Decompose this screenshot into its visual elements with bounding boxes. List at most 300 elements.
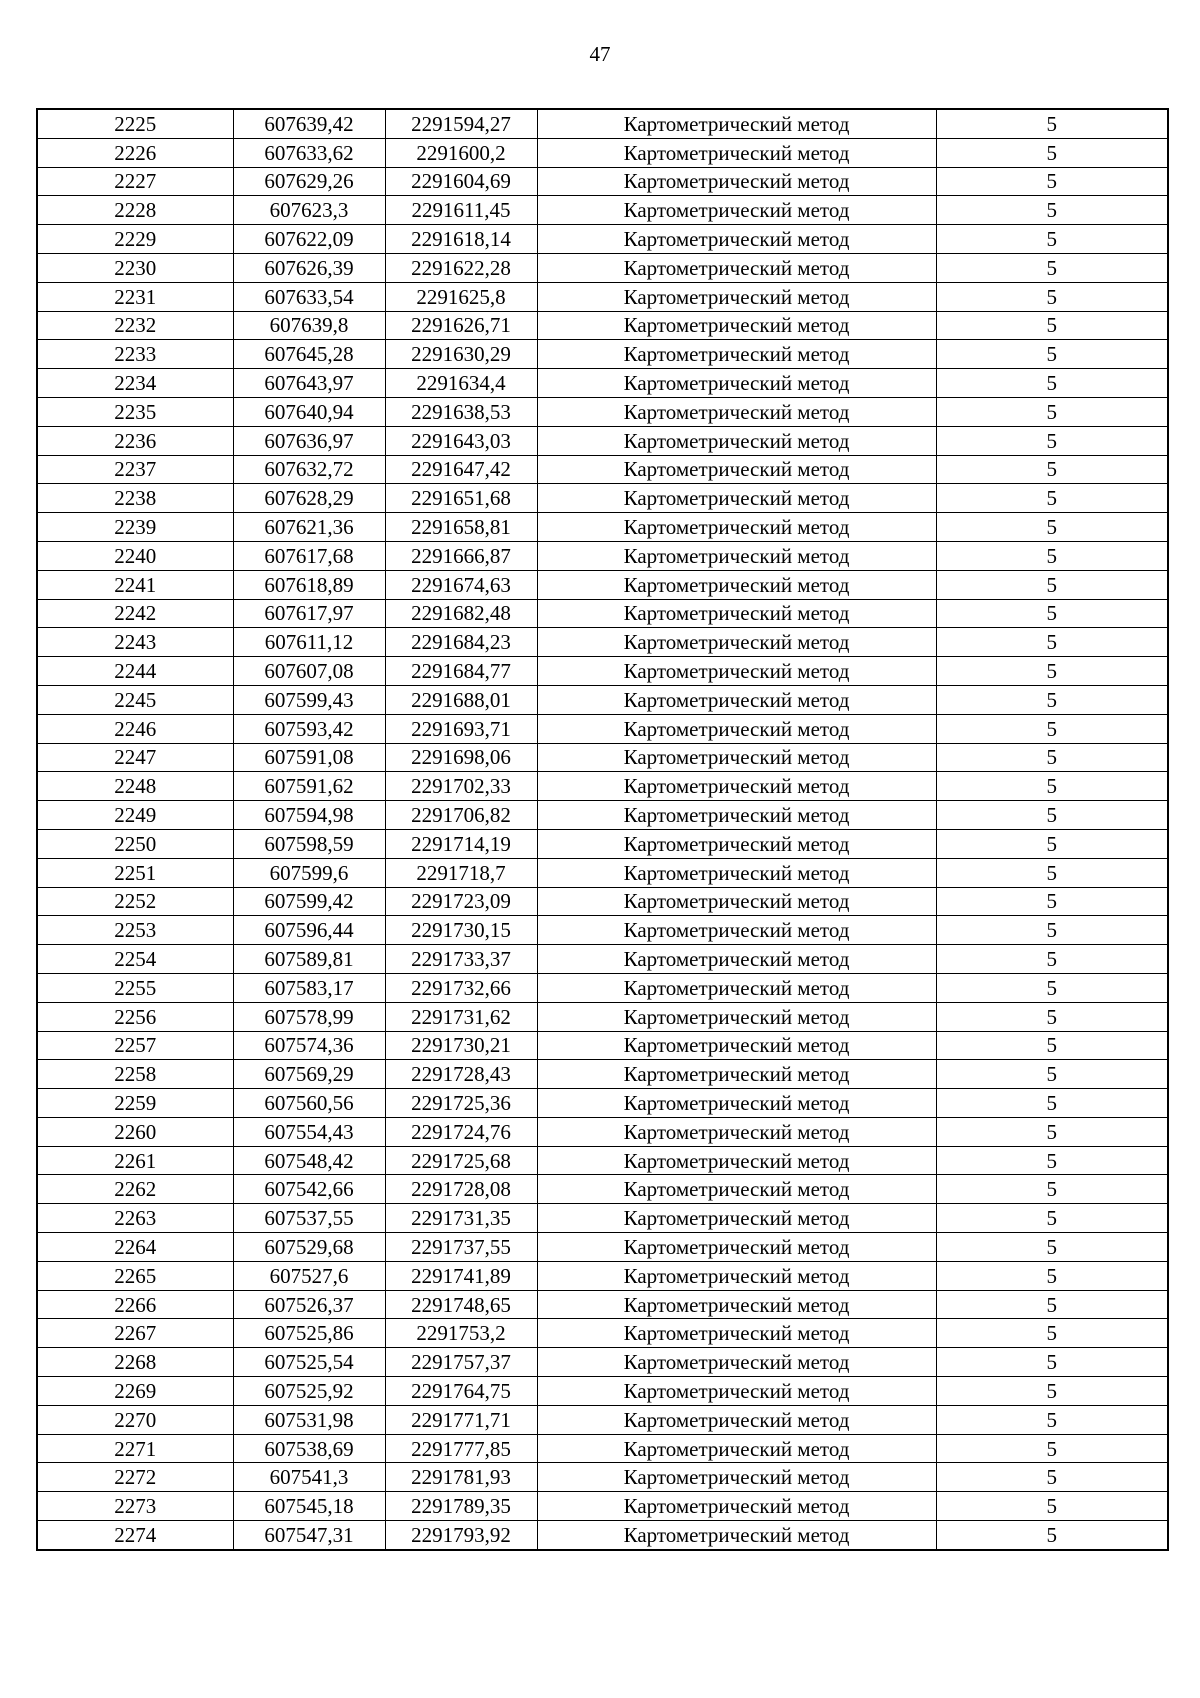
accuracy-cell: 5 [936,1261,1168,1290]
x-coordinate-cell: 607525,54 [233,1348,385,1377]
x-coordinate-cell: 607611,12 [233,628,385,657]
accuracy-cell: 5 [936,196,1168,225]
method-cell: Картометрический метод [537,1463,936,1492]
table-row [37,1405,1168,1434]
table-row [37,772,1168,801]
accuracy-cell: 5 [936,397,1168,426]
point-number-cell: 2266 [37,1290,233,1319]
accuracy-cell: 5 [936,570,1168,599]
table-row [37,311,1168,340]
accuracy-cell: 5 [936,1492,1168,1521]
point-number-cell: 2233 [37,340,233,369]
y-coordinate-cell: 2291622,28 [385,253,537,282]
accuracy-cell: 5 [936,945,1168,974]
coordinates-table [36,108,1169,1551]
y-coordinate-cell: 2291638,53 [385,397,537,426]
accuracy-cell: 5 [936,1204,1168,1233]
accuracy-cell: 5 [936,455,1168,484]
point-number-cell: 2258 [37,1060,233,1089]
accuracy-cell: 5 [936,1060,1168,1089]
point-number-cell: 2252 [37,887,233,916]
method-cell: Картометрический метод [537,945,936,974]
table-row [37,743,1168,772]
accuracy-cell: 5 [936,714,1168,743]
y-coordinate-cell: 2291732,66 [385,973,537,1002]
method-cell: Картометрический метод [537,1146,936,1175]
method-cell: Картометрический метод [537,225,936,254]
y-coordinate-cell: 2291643,03 [385,426,537,455]
point-number-cell: 2264 [37,1233,233,1262]
table-row [37,225,1168,254]
table-row [37,1463,1168,1492]
x-coordinate-cell: 607633,62 [233,138,385,167]
accuracy-cell: 5 [936,1377,1168,1406]
point-number-cell: 2255 [37,973,233,1002]
table-row [37,1002,1168,1031]
table-row [37,1319,1168,1348]
table-row [37,1146,1168,1175]
accuracy-cell: 5 [936,167,1168,196]
point-number-cell: 2238 [37,484,233,513]
table-row [37,1233,1168,1262]
point-number-cell: 2230 [37,253,233,282]
table-row [37,253,1168,282]
method-cell: Картометрический метод [537,916,936,945]
method-cell: Картометрический метод [537,253,936,282]
accuracy-cell: 5 [936,829,1168,858]
point-number-cell: 2274 [37,1521,233,1550]
accuracy-cell: 5 [936,628,1168,657]
table-row [37,1204,1168,1233]
point-number-cell: 2249 [37,801,233,830]
accuracy-cell: 5 [936,253,1168,282]
table-row [37,340,1168,369]
x-coordinate-cell: 607607,08 [233,657,385,686]
method-cell: Картометрический метод [537,1002,936,1031]
method-cell: Картометрический метод [537,1233,936,1262]
table-row [37,167,1168,196]
accuracy-cell: 5 [936,1031,1168,1060]
x-coordinate-cell: 607640,94 [233,397,385,426]
point-number-cell: 2232 [37,311,233,340]
x-coordinate-cell: 607639,8 [233,311,385,340]
table-row [37,397,1168,426]
method-cell: Картометрический метод [537,426,936,455]
page-number: 47 [589,42,611,66]
accuracy-cell: 5 [936,513,1168,542]
x-coordinate-cell: 607632,72 [233,455,385,484]
y-coordinate-cell: 2291604,69 [385,167,537,196]
accuracy-cell: 5 [936,340,1168,369]
x-coordinate-cell: 607596,44 [233,916,385,945]
x-coordinate-cell: 607560,56 [233,1089,385,1118]
table-row [37,628,1168,657]
point-number-cell: 2225 [37,109,233,138]
table-row [37,829,1168,858]
accuracy-cell: 5 [936,369,1168,398]
method-cell: Картометрический метод [537,282,936,311]
x-coordinate-cell: 607547,31 [233,1521,385,1550]
method-cell: Картометрический метод [537,743,936,772]
accuracy-cell: 5 [936,1089,1168,1118]
accuracy-cell: 5 [936,657,1168,686]
method-cell: Картометрический метод [537,1060,936,1089]
table-row [37,1031,1168,1060]
method-cell: Картометрический метод [537,570,936,599]
method-cell: Картометрический метод [537,973,936,1002]
table-row [37,138,1168,167]
point-number-cell: 2272 [37,1463,233,1492]
method-cell: Картометрический метод [537,1348,936,1377]
accuracy-cell: 5 [936,138,1168,167]
y-coordinate-cell: 2291714,19 [385,829,537,858]
table-row [37,887,1168,916]
y-coordinate-cell: 2291737,55 [385,1233,537,1262]
method-cell: Картометрический метод [537,1175,936,1204]
x-coordinate-cell: 607541,3 [233,1463,385,1492]
method-cell: Картометрический метод [537,541,936,570]
point-number-cell: 2263 [37,1204,233,1233]
y-coordinate-cell: 2291706,82 [385,801,537,830]
table-row [37,1175,1168,1204]
accuracy-cell: 5 [936,282,1168,311]
y-coordinate-cell: 2291731,35 [385,1204,537,1233]
point-number-cell: 2228 [37,196,233,225]
x-coordinate-cell: 607529,68 [233,1233,385,1262]
x-coordinate-cell: 607525,86 [233,1319,385,1348]
y-coordinate-cell: 2291748,65 [385,1290,537,1319]
accuracy-cell: 5 [936,1290,1168,1319]
y-coordinate-cell: 2291728,08 [385,1175,537,1204]
y-coordinate-cell: 2291600,2 [385,138,537,167]
table-row [37,657,1168,686]
y-coordinate-cell: 2291757,37 [385,1348,537,1377]
point-number-cell: 2259 [37,1089,233,1118]
x-coordinate-cell: 607594,98 [233,801,385,830]
y-coordinate-cell: 2291647,42 [385,455,537,484]
accuracy-cell: 5 [936,1434,1168,1463]
x-coordinate-cell: 607591,08 [233,743,385,772]
point-number-cell: 2269 [37,1377,233,1406]
y-coordinate-cell: 2291731,62 [385,1002,537,1031]
table-row [37,1060,1168,1089]
method-cell: Картометрический метод [537,829,936,858]
accuracy-cell: 5 [936,685,1168,714]
method-cell: Картометрический метод [537,167,936,196]
method-cell: Картометрический метод [537,340,936,369]
x-coordinate-cell: 607629,26 [233,167,385,196]
y-coordinate-cell: 2291698,06 [385,743,537,772]
x-coordinate-cell: 607542,66 [233,1175,385,1204]
point-number-cell: 2261 [37,1146,233,1175]
method-cell: Картометрический метод [537,628,936,657]
y-coordinate-cell: 2291674,63 [385,570,537,599]
accuracy-cell: 5 [936,484,1168,513]
x-coordinate-cell: 607598,59 [233,829,385,858]
y-coordinate-cell: 2291684,77 [385,657,537,686]
y-coordinate-cell: 2291611,45 [385,196,537,225]
accuracy-cell: 5 [936,1117,1168,1146]
x-coordinate-cell: 607639,42 [233,109,385,138]
y-coordinate-cell: 2291718,7 [385,858,537,887]
accuracy-cell: 5 [936,541,1168,570]
method-cell: Картометрический метод [537,1031,936,1060]
method-cell: Картометрический метод [537,801,936,830]
y-coordinate-cell: 2291777,85 [385,1434,537,1463]
point-number-cell: 2265 [37,1261,233,1290]
method-cell: Картометрический метод [537,657,936,686]
method-cell: Картометрический метод [537,513,936,542]
method-cell: Картометрический метод [537,1290,936,1319]
method-cell: Картометрический метод [537,1204,936,1233]
x-coordinate-cell: 607574,36 [233,1031,385,1060]
method-cell: Картометрический метод [537,1319,936,1348]
table-row [37,685,1168,714]
x-coordinate-cell: 607548,42 [233,1146,385,1175]
table-row [37,455,1168,484]
y-coordinate-cell: 2291634,4 [385,369,537,398]
accuracy-cell: 5 [936,1146,1168,1175]
table-row [37,369,1168,398]
method-cell: Картометрический метод [537,455,936,484]
point-number-cell: 2243 [37,628,233,657]
table-row [37,973,1168,1002]
method-cell: Картометрический метод [537,484,936,513]
table-row [37,714,1168,743]
y-coordinate-cell: 2291651,68 [385,484,537,513]
point-number-cell: 2273 [37,1492,233,1521]
y-coordinate-cell: 2291728,43 [385,1060,537,1089]
x-coordinate-cell: 607599,42 [233,887,385,916]
point-number-cell: 2260 [37,1117,233,1146]
x-coordinate-cell: 607591,62 [233,772,385,801]
table-row [37,426,1168,455]
accuracy-cell: 5 [936,1405,1168,1434]
method-cell: Картометрический метод [537,1117,936,1146]
y-coordinate-cell: 2291793,92 [385,1521,537,1550]
table-row [37,109,1168,138]
point-number-cell: 2244 [37,657,233,686]
y-coordinate-cell: 2291682,48 [385,599,537,628]
accuracy-cell: 5 [936,225,1168,254]
accuracy-cell: 5 [936,743,1168,772]
x-coordinate-cell: 607617,68 [233,541,385,570]
y-coordinate-cell: 2291684,23 [385,628,537,657]
x-coordinate-cell: 607599,6 [233,858,385,887]
accuracy-cell: 5 [936,801,1168,830]
y-coordinate-cell: 2291594,27 [385,109,537,138]
method-cell: Картометрический метод [537,858,936,887]
point-number-cell: 2226 [37,138,233,167]
method-cell: Картометрический метод [537,1089,936,1118]
point-number-cell: 2262 [37,1175,233,1204]
table-row [37,1492,1168,1521]
accuracy-cell: 5 [936,1319,1168,1348]
y-coordinate-cell: 2291688,01 [385,685,537,714]
point-number-cell: 2234 [37,369,233,398]
y-coordinate-cell: 2291781,93 [385,1463,537,1492]
table-row [37,1117,1168,1146]
table-row [37,599,1168,628]
method-cell: Картометрический метод [537,599,936,628]
point-number-cell: 2246 [37,714,233,743]
accuracy-cell: 5 [936,973,1168,1002]
x-coordinate-cell: 607554,43 [233,1117,385,1146]
y-coordinate-cell: 2291741,89 [385,1261,537,1290]
table-row [37,1521,1168,1550]
y-coordinate-cell: 2291725,36 [385,1089,537,1118]
x-coordinate-cell: 607623,3 [233,196,385,225]
point-number-cell: 2241 [37,570,233,599]
point-number-cell: 2247 [37,743,233,772]
accuracy-cell: 5 [936,599,1168,628]
accuracy-cell: 5 [936,858,1168,887]
point-number-cell: 2227 [37,167,233,196]
point-number-cell: 2250 [37,829,233,858]
accuracy-cell: 5 [936,311,1168,340]
method-cell: Картометрический метод [537,109,936,138]
point-number-cell: 2270 [37,1405,233,1434]
x-coordinate-cell: 607525,92 [233,1377,385,1406]
y-coordinate-cell: 2291625,8 [385,282,537,311]
point-number-cell: 2229 [37,225,233,254]
accuracy-cell: 5 [936,1002,1168,1031]
y-coordinate-cell: 2291630,29 [385,340,537,369]
table-row [37,945,1168,974]
y-coordinate-cell: 2291725,68 [385,1146,537,1175]
table-row [37,1434,1168,1463]
x-coordinate-cell: 607537,55 [233,1204,385,1233]
x-coordinate-cell: 607643,97 [233,369,385,398]
accuracy-cell: 5 [936,1233,1168,1262]
x-coordinate-cell: 607527,6 [233,1261,385,1290]
method-cell: Картометрический метод [537,1405,936,1434]
y-coordinate-cell: 2291730,15 [385,916,537,945]
y-coordinate-cell: 2291764,75 [385,1377,537,1406]
accuracy-cell: 5 [936,1348,1168,1377]
x-coordinate-cell: 607583,17 [233,973,385,1002]
table-row [37,1377,1168,1406]
method-cell: Картометрический метод [537,138,936,167]
table-row [37,916,1168,945]
y-coordinate-cell: 2291693,71 [385,714,537,743]
method-cell: Картометрический метод [537,772,936,801]
y-coordinate-cell: 2291771,71 [385,1405,537,1434]
x-coordinate-cell: 607617,97 [233,599,385,628]
x-coordinate-cell: 607621,36 [233,513,385,542]
y-coordinate-cell: 2291724,76 [385,1117,537,1146]
point-number-cell: 2245 [37,685,233,714]
table-row [37,196,1168,225]
accuracy-cell: 5 [936,772,1168,801]
x-coordinate-cell: 607599,43 [233,685,385,714]
point-number-cell: 2268 [37,1348,233,1377]
y-coordinate-cell: 2291733,37 [385,945,537,974]
y-coordinate-cell: 2291658,81 [385,513,537,542]
x-coordinate-cell: 607531,98 [233,1405,385,1434]
point-number-cell: 2237 [37,455,233,484]
point-number-cell: 2251 [37,858,233,887]
method-cell: Картометрический метод [537,887,936,916]
x-coordinate-cell: 607622,09 [233,225,385,254]
x-coordinate-cell: 607526,37 [233,1290,385,1319]
table-row [37,801,1168,830]
y-coordinate-cell: 2291702,33 [385,772,537,801]
table-row [37,1290,1168,1319]
method-cell: Картометрический метод [537,714,936,743]
x-coordinate-cell: 607626,39 [233,253,385,282]
method-cell: Картометрический метод [537,1492,936,1521]
y-coordinate-cell: 2291753,2 [385,1319,537,1348]
table-row [37,858,1168,887]
y-coordinate-cell: 2291723,09 [385,887,537,916]
point-number-cell: 2256 [37,1002,233,1031]
table-row [37,1348,1168,1377]
x-coordinate-cell: 607645,28 [233,340,385,369]
x-coordinate-cell: 607628,29 [233,484,385,513]
coordinates-table-body [37,109,1168,1550]
y-coordinate-cell: 2291626,71 [385,311,537,340]
method-cell: Картометрический метод [537,1521,936,1550]
accuracy-cell: 5 [936,109,1168,138]
point-number-cell: 2267 [37,1319,233,1348]
point-number-cell: 2271 [37,1434,233,1463]
point-number-cell: 2242 [37,599,233,628]
point-number-cell: 2236 [37,426,233,455]
point-number-cell: 2239 [37,513,233,542]
x-coordinate-cell: 607578,99 [233,1002,385,1031]
method-cell: Картометрический метод [537,1261,936,1290]
accuracy-cell: 5 [936,887,1168,916]
point-number-cell: 2240 [37,541,233,570]
method-cell: Картометрический метод [537,196,936,225]
table-row [37,1089,1168,1118]
point-number-cell: 2231 [37,282,233,311]
table-row [37,513,1168,542]
x-coordinate-cell: 607538,69 [233,1434,385,1463]
table-row [37,541,1168,570]
point-number-cell: 2235 [37,397,233,426]
table-row [37,484,1168,513]
x-coordinate-cell: 607545,18 [233,1492,385,1521]
method-cell: Картометрический метод [537,397,936,426]
table-row [37,570,1168,599]
method-cell: Картометрический метод [537,1434,936,1463]
method-cell: Картометрический метод [537,369,936,398]
table-row [37,1261,1168,1290]
accuracy-cell: 5 [936,426,1168,455]
accuracy-cell: 5 [936,916,1168,945]
y-coordinate-cell: 2291618,14 [385,225,537,254]
x-coordinate-cell: 607636,97 [233,426,385,455]
accuracy-cell: 5 [936,1175,1168,1204]
point-number-cell: 2254 [37,945,233,974]
method-cell: Картометрический метод [537,311,936,340]
table-row [37,282,1168,311]
point-number-cell: 2248 [37,772,233,801]
x-coordinate-cell: 607633,54 [233,282,385,311]
method-cell: Картометрический метод [537,1377,936,1406]
x-coordinate-cell: 607593,42 [233,714,385,743]
x-coordinate-cell: 607618,89 [233,570,385,599]
y-coordinate-cell: 2291730,21 [385,1031,537,1060]
x-coordinate-cell: 607589,81 [233,945,385,974]
x-coordinate-cell: 607569,29 [233,1060,385,1089]
method-cell: Картометрический метод [537,685,936,714]
accuracy-cell: 5 [936,1521,1168,1550]
accuracy-cell: 5 [936,1463,1168,1492]
y-coordinate-cell: 2291789,35 [385,1492,537,1521]
